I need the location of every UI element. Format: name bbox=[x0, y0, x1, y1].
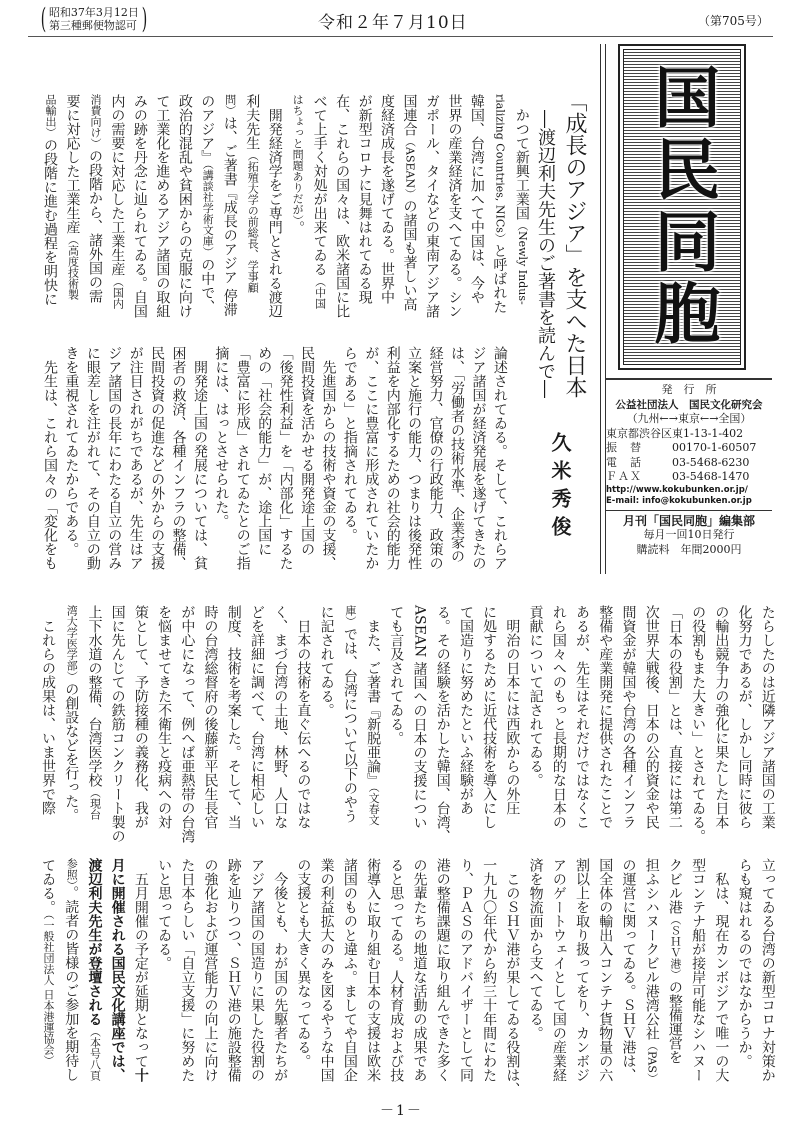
text-column bbox=[220, 94, 240, 324]
text-segment: 先進国からの技術や資金の支援、 bbox=[320, 346, 337, 570]
issue-number: （第705号） bbox=[698, 14, 769, 28]
text-segment: に処するために近代技術を導入にし bbox=[481, 605, 498, 829]
text-column bbox=[332, 94, 352, 324]
text-column bbox=[108, 605, 128, 843]
text-segment: て国造りに努めたといふ経験があ bbox=[457, 605, 474, 815]
page-number: －1－ bbox=[380, 1103, 423, 1119]
small-note: rializing Countries, NICs） bbox=[493, 94, 507, 244]
newspaper-logo bbox=[618, 44, 746, 370]
text-column bbox=[201, 605, 221, 835]
text-column bbox=[293, 605, 313, 835]
text-segment: の中で、 bbox=[199, 257, 216, 314]
text-column bbox=[154, 605, 174, 835]
text-column bbox=[270, 605, 290, 835]
text-segment: の段階から、諸外国の需 bbox=[86, 149, 103, 303]
text-segment: 策として、予防接種の義務化、我が bbox=[132, 605, 149, 829]
text-column bbox=[310, 94, 330, 324]
text-column bbox=[526, 605, 546, 835]
text-segment: 国連合 bbox=[401, 94, 418, 136]
issue-date: 令和２年７月10日 bbox=[318, 13, 468, 33]
text-segment: 一九九〇年代から約三十年間にわた bbox=[481, 858, 498, 1082]
text-column bbox=[363, 858, 383, 1088]
text-column bbox=[688, 858, 708, 1088]
small-note: 庫） bbox=[343, 605, 357, 627]
article-text-tier-4 bbox=[38, 858, 778, 1096]
publisher-info bbox=[606, 378, 772, 557]
text-column bbox=[61, 858, 81, 1088]
text-segment: きを重視されてゐたからである。 bbox=[63, 346, 80, 556]
bold-text: 渡辺利夫先生が登壇される bbox=[86, 858, 103, 1026]
text-segment: 上下水道の整備、台湾医学校 bbox=[86, 605, 103, 787]
text-segment: れら国々へのもっと長期的な日本の bbox=[550, 605, 567, 829]
text-column bbox=[502, 605, 522, 835]
text-segment: 明治の日本には西欧からの外圧 bbox=[504, 605, 521, 815]
text-segment: 韓国、台湾に加へて中国は、今や bbox=[468, 94, 485, 304]
text-segment: みの跡を丹念に辿られてゐる。自国 bbox=[131, 94, 148, 318]
text-column bbox=[131, 858, 151, 1088]
text-column bbox=[340, 858, 360, 1088]
text-segment: 経営努力、官僚の行政能力、政策の bbox=[427, 346, 444, 570]
text-column bbox=[287, 94, 307, 324]
text-column bbox=[735, 858, 755, 1088]
text-segment: てゐる。 bbox=[40, 858, 56, 914]
text-column bbox=[126, 346, 146, 576]
text-column bbox=[502, 858, 522, 1096]
text-segment: 港の整備課題に取り組んできた多く bbox=[434, 858, 451, 1082]
text-column bbox=[85, 94, 105, 324]
text-column bbox=[40, 346, 60, 576]
text-column bbox=[340, 605, 360, 835]
text-column bbox=[317, 858, 337, 1088]
article-text-tier-1 bbox=[40, 94, 532, 324]
text-column bbox=[665, 605, 685, 835]
text-column bbox=[456, 858, 476, 1088]
text-segment: 政治的混乱や貧困からの克服に向け bbox=[176, 94, 193, 318]
small-note: （PAS） bbox=[645, 1040, 659, 1084]
text-segment: 割以上を取り扱ってをり、カンボジ bbox=[574, 858, 591, 1082]
text-column bbox=[490, 346, 510, 576]
text-segment: ジア諸国が経済発展を遂げてきたの bbox=[470, 346, 487, 570]
text-segment: 「後発性利益」を「内部化」するた bbox=[277, 346, 294, 570]
article-subtitle: ―渡辺利夫先生のご著書を読んで― bbox=[535, 110, 556, 398]
text-column bbox=[104, 346, 124, 576]
text-segment: いと思ってゐる。 bbox=[156, 858, 173, 970]
text-segment: かつて新興工業国 bbox=[513, 94, 530, 220]
text-segment: 民間投資を活かせる開発途上国の bbox=[299, 346, 316, 556]
text-segment: 先生は、これら国々の「変化をも bbox=[42, 346, 58, 570]
text-segment: に記されてゐる。 bbox=[318, 605, 335, 717]
text-column bbox=[386, 858, 406, 1088]
text-segment: クビル港 bbox=[666, 858, 683, 914]
text-segment: り、ＰＡＳのアドバイザーとして同 bbox=[457, 858, 474, 1082]
text-column bbox=[549, 605, 569, 835]
small-note: （本号八頁 bbox=[88, 1026, 102, 1081]
text-segment: 時の台湾総督府の後藤新平民生長官 bbox=[202, 605, 219, 829]
text-segment: 。 bbox=[289, 220, 306, 235]
text-column bbox=[355, 94, 375, 324]
text-segment: 利益を内部化するための社会的能力 bbox=[384, 346, 401, 570]
text-segment: また、ご著書『新脱亜論』 bbox=[365, 605, 382, 787]
text-column bbox=[108, 858, 128, 1088]
text-segment: を悩ませてきた不衛生と疫病への対 bbox=[156, 605, 173, 829]
small-note: 問） bbox=[223, 94, 237, 116]
text-segment: の強化および運営能力の向上に向け bbox=[202, 858, 219, 1082]
publisher-address: 東京都渋谷区東1-13-1-402 bbox=[606, 426, 744, 440]
text-segment: らも窺はれるのではなからうか。 bbox=[736, 858, 753, 1068]
text-segment: ASEAN 諸国への日本の支援につい bbox=[411, 605, 428, 830]
small-note: （ＳＨＶ港） bbox=[668, 914, 682, 980]
small-note: （講談社学術文庫） bbox=[201, 164, 215, 258]
text-column bbox=[433, 605, 453, 843]
text-column bbox=[84, 858, 104, 1088]
editorial-dept: 月刊「国民同胞」編集部 bbox=[622, 513, 755, 528]
text-segment: 開発途上国の発展については、貧 bbox=[191, 346, 208, 570]
text-segment: 国全体の輸出入コンテナ貨物量の六 bbox=[597, 858, 614, 1082]
text-column bbox=[447, 346, 467, 576]
text-column bbox=[152, 94, 172, 324]
contact-row: ＦＡＸ 03-5468-1470 bbox=[606, 470, 750, 483]
text-column bbox=[426, 346, 446, 576]
text-segment: 。読者の皆様のご参加を期待し bbox=[63, 885, 80, 1082]
text-segment: の段階に進む過程を明快に bbox=[42, 138, 58, 306]
permit-line-1: 昭和37年3月12日 bbox=[48, 6, 139, 19]
text-column bbox=[61, 346, 81, 576]
text-column bbox=[154, 858, 174, 1088]
text-column bbox=[83, 346, 103, 576]
text-column bbox=[595, 605, 615, 835]
small-note: 参照） bbox=[65, 858, 79, 886]
text-column bbox=[572, 858, 592, 1088]
text-segment: く、まづ台湾の土地、林野、人口な bbox=[272, 605, 289, 829]
small-note: （文春文 bbox=[367, 787, 381, 826]
text-segment: ると思ってゐる。人材育成および技 bbox=[388, 858, 405, 1082]
text-column bbox=[211, 346, 231, 576]
text-column bbox=[177, 858, 197, 1088]
publisher-label: 発 行 所 bbox=[661, 383, 717, 396]
text-segment: 整備や産業開発に提供されたことで bbox=[597, 605, 614, 829]
small-note: （ASEAN） bbox=[403, 136, 417, 200]
text-column bbox=[468, 346, 488, 576]
text-segment: る。その経験を活かした韓国、台湾、 bbox=[434, 605, 451, 843]
text-column bbox=[433, 858, 453, 1088]
text-column bbox=[197, 94, 217, 324]
text-column bbox=[404, 346, 424, 576]
text-segment: 論述されてゐる。そして、これらア bbox=[491, 346, 508, 570]
text-segment: 済を物流面から支へてゐる。 bbox=[527, 858, 544, 1040]
text-segment: が、ここに豊富に形成されていたか bbox=[363, 346, 380, 570]
text-segment: の輸出競争力の強化に果たした日本 bbox=[713, 605, 730, 829]
text-segment: 困者の救済、各種インフラの整備、 bbox=[170, 346, 187, 570]
text-segment: ても言及されてゐる。 bbox=[388, 605, 405, 745]
text-column bbox=[84, 605, 104, 835]
text-column bbox=[467, 94, 487, 324]
text-segment: 「豊富に形成」されてゐたとのご指 bbox=[234, 346, 251, 570]
email-link[interactable]: E-mail: info@kokubunken.or.jp bbox=[606, 495, 752, 506]
text-segment: の役割もまた大きい」とされてゐる。 bbox=[690, 605, 707, 843]
text-segment: のアジア』 bbox=[199, 94, 216, 164]
text-segment: て工業化を進めるアジア諸国の取組 bbox=[154, 94, 171, 318]
text-segment: 立ってゐる台湾の新型コロナ対策か bbox=[759, 858, 776, 1082]
text-column bbox=[377, 94, 397, 324]
text-segment: ジア諸国の長年にわたる自立の営み bbox=[106, 346, 123, 570]
text-segment: 世界の産業経済を支へてゐる。シン bbox=[446, 94, 463, 318]
text-column bbox=[131, 605, 151, 835]
text-column bbox=[318, 346, 338, 576]
text-segment: 貢献について記されてゐる。 bbox=[527, 605, 544, 787]
text-segment: らである」と指摘されてゐる。 bbox=[341, 346, 358, 542]
text-column bbox=[190, 346, 210, 576]
text-column bbox=[340, 346, 360, 576]
text-segment: た日本らしい「自立支援」に努めた bbox=[179, 858, 196, 1082]
text-segment: に眼差しを注がれて、その自立の動 bbox=[84, 346, 101, 570]
text-column bbox=[107, 94, 127, 324]
text-segment: は、「労働者の技術水準、企業家の bbox=[449, 346, 466, 563]
postal-permit: ( 昭和37年3月12日 第三種郵便物認可 ) bbox=[40, 2, 148, 35]
text-column bbox=[711, 858, 731, 1088]
text-segment: の整備運営を bbox=[666, 980, 683, 1064]
subscription-price: 購読料 年間2000円 bbox=[636, 542, 742, 556]
text-segment: 担ふシハヌークビル港湾公社 bbox=[643, 858, 660, 1040]
text-segment: 開発経済学をご専門とされる渡辺 bbox=[266, 94, 283, 318]
text-column bbox=[383, 346, 403, 576]
text-segment: の支援とも大きく異なってゐる。 bbox=[295, 858, 312, 1068]
text-column bbox=[175, 94, 195, 324]
permit-line-2: 第三種郵便物認可 bbox=[48, 19, 137, 32]
text-column bbox=[642, 605, 662, 835]
text-segment: べて上手く対処が出来てゐる bbox=[311, 94, 328, 276]
text-column bbox=[479, 858, 499, 1088]
text-segment: どを詳細に調べて、台湾に相応しい bbox=[248, 605, 265, 829]
small-note: （高度技術製 bbox=[66, 234, 80, 300]
text-segment: 業の利益拡大のみを図るやうな中国 bbox=[318, 858, 335, 1082]
header-divider bbox=[28, 36, 773, 37]
text-segment: 今後とも、わが国の先駆者たちが bbox=[272, 858, 289, 1082]
text-segment: 私は、現在カンボジアで唯一の大 bbox=[713, 858, 730, 1082]
text-segment: 立案と施行の能力、つまりは後発性 bbox=[406, 346, 423, 570]
text-column bbox=[386, 605, 406, 835]
text-segment: 要に対応した工業生産 bbox=[64, 94, 81, 234]
text-segment: 制度、技術を考案した。そして、当 bbox=[225, 605, 242, 829]
text-segment: 度経済成長を遂げてゐる。世界中 bbox=[379, 94, 396, 304]
text-segment: 内の需要に対応した工業生産 bbox=[109, 94, 126, 276]
text-column bbox=[224, 605, 244, 835]
small-note: （一般社団法人 日本港運協会） bbox=[42, 914, 55, 1066]
text-column bbox=[62, 94, 82, 324]
text-column bbox=[224, 858, 244, 1088]
text-column bbox=[265, 94, 285, 324]
text-column bbox=[247, 858, 267, 1088]
small-note: 品輸出） bbox=[44, 94, 57, 138]
text-column bbox=[177, 605, 197, 843]
text-column bbox=[549, 858, 569, 1088]
text-column bbox=[147, 346, 167, 576]
small-note: （拓殖大学の前総長、学事顧 bbox=[246, 150, 260, 293]
text-segment: 日本の技術を直ぐ伝へるのではな bbox=[295, 605, 312, 829]
text-column bbox=[293, 858, 313, 1088]
text-segment: あるが、先生はそれだけではなくこ bbox=[574, 605, 591, 829]
text-segment: 五月開催の予定が延期となって bbox=[132, 858, 149, 1068]
bold-text: 月に開催される国民文化講座では、 bbox=[109, 858, 126, 1082]
publisher-network: （九州←→東京←→全国） bbox=[626, 412, 752, 425]
small-note: （中国 bbox=[313, 276, 327, 309]
text-column bbox=[642, 858, 662, 1088]
text-segment: の先輩たちの地道な活動の成果であ bbox=[411, 858, 428, 1082]
small-note: （現台 bbox=[88, 787, 102, 820]
text-segment: 民間投資の促進などの外からの支援 bbox=[149, 346, 166, 570]
text-segment: 術導入に取り組む日本の支援は欧米 bbox=[365, 858, 382, 1082]
article-author: 久米秀俊 bbox=[548, 432, 572, 544]
text-segment: 摘には、はっとさせられた。 bbox=[213, 346, 230, 528]
publish-schedule: 毎月一回10日発行 bbox=[643, 528, 735, 541]
text-column bbox=[233, 346, 253, 576]
text-segment: めの「社会的能力」が、途上国に bbox=[256, 346, 273, 556]
text-column bbox=[758, 858, 778, 1088]
text-segment: が注目されがちであるが、先生はア bbox=[127, 346, 144, 570]
logo-text: 国民同胞 bbox=[643, 63, 721, 351]
text-column bbox=[242, 94, 262, 324]
text-column bbox=[410, 858, 430, 1088]
text-column bbox=[735, 605, 755, 835]
small-note: 消費向け） bbox=[88, 94, 102, 149]
text-column bbox=[201, 858, 221, 1088]
small-note: 湾大学医学部） bbox=[65, 605, 79, 682]
text-segment: たらしたのは近隣アジア諸国の工業 bbox=[759, 605, 776, 829]
text-segment: 次世界大戦後、日本の公的資金や民 bbox=[643, 605, 660, 829]
text-column bbox=[479, 605, 499, 835]
text-column bbox=[169, 346, 189, 576]
article-text-tier-3 bbox=[38, 605, 778, 843]
text-column bbox=[247, 605, 267, 835]
text-segment: 型コンテナ船が接岸可能なシハヌー bbox=[690, 858, 707, 1082]
text-segment: が中心になって、例へば亜熱帯の台湾 bbox=[179, 605, 196, 843]
website-link[interactable]: http://www.kokubunken.or.jp/ bbox=[606, 484, 748, 495]
text-column bbox=[618, 605, 638, 835]
text-segment: 跡を辿りつつ、ＳＨＶ港の施設整備 bbox=[225, 858, 242, 1082]
article-text-tier-2 bbox=[40, 346, 510, 576]
text-column bbox=[38, 605, 58, 835]
text-column bbox=[361, 346, 381, 576]
text-segment: が新型コロナに見舞はれてゐる現 bbox=[356, 94, 373, 304]
text-column bbox=[297, 346, 317, 576]
text-segment: は、ご著書『成長のアジア 停滞 bbox=[221, 116, 238, 317]
text-column bbox=[317, 605, 337, 835]
text-segment: このＳＨＶ港が果してゐる役割は、 bbox=[504, 858, 521, 1096]
text-column bbox=[61, 605, 81, 835]
text-segment: 在、これらの国々は、欧米諸国に比 bbox=[334, 94, 351, 318]
contact-row: 電 話 03-5468-6230 bbox=[606, 455, 750, 469]
text-segment: 国に先んじての鉄筋コンクリート製の bbox=[109, 605, 126, 843]
text-column bbox=[688, 605, 708, 843]
text-column bbox=[512, 94, 532, 324]
small-note: （国内 bbox=[111, 276, 125, 309]
text-column bbox=[665, 858, 685, 1088]
text-segment: と呼ばれた bbox=[491, 243, 508, 314]
small-note: はちょっと問題ありだが） bbox=[291, 94, 305, 221]
text-column bbox=[526, 858, 546, 1088]
text-segment: 利夫先生 bbox=[244, 94, 261, 150]
text-column bbox=[595, 858, 615, 1088]
text-column bbox=[456, 605, 476, 835]
text-segment: の諸国も著しい高 bbox=[401, 199, 418, 312]
bold-text: 十 bbox=[132, 1068, 149, 1082]
text-column bbox=[400, 94, 420, 324]
text-column bbox=[410, 605, 430, 835]
text-column bbox=[270, 858, 290, 1088]
text-column bbox=[758, 605, 778, 835]
text-column bbox=[489, 94, 509, 324]
text-segment: の運営に関ってゐる。ＳＨＶ港は、 bbox=[620, 858, 637, 1082]
text-segment: では、台湾について以下のやう bbox=[341, 627, 358, 823]
text-segment: 間資金が韓国や台湾の各種インフラ bbox=[620, 605, 637, 829]
text-column bbox=[38, 858, 58, 1088]
text-segment: の創設などを行った。 bbox=[63, 682, 80, 822]
text-segment: 化努力であるが、しかし同時に彼ら bbox=[736, 605, 753, 829]
text-column bbox=[130, 94, 150, 324]
text-column bbox=[40, 94, 60, 324]
text-column bbox=[572, 605, 592, 835]
text-column bbox=[711, 605, 731, 835]
text-segment: 「日本の役割」とは、直接には第二 bbox=[666, 605, 683, 829]
article-title: 「成長のアジア」を支へた日本 bbox=[562, 90, 587, 398]
text-segment: ガポール、タイなどの東南アジア諸 bbox=[423, 94, 440, 318]
text-segment: アジア諸国の国造りに果した役割の bbox=[248, 858, 265, 1082]
text-column bbox=[254, 346, 274, 576]
contact-row: 振 替 00170-1-60507 bbox=[606, 441, 757, 454]
text-column bbox=[422, 94, 442, 324]
text-segment: アのゲートウェイとして国の産業経 bbox=[550, 858, 567, 1082]
text-column bbox=[363, 605, 383, 835]
text-column bbox=[618, 858, 638, 1088]
text-segment: 諸国のものと違ふ。ましてや自国企 bbox=[341, 858, 358, 1082]
small-note: （Newly Indus- bbox=[515, 220, 529, 305]
publisher-org: 公益社団法人 国民文化研究会 bbox=[615, 398, 763, 411]
text-column bbox=[444, 94, 464, 324]
text-segment: これらの成果は、いま世界で際 bbox=[40, 605, 56, 815]
text-column bbox=[276, 346, 296, 576]
